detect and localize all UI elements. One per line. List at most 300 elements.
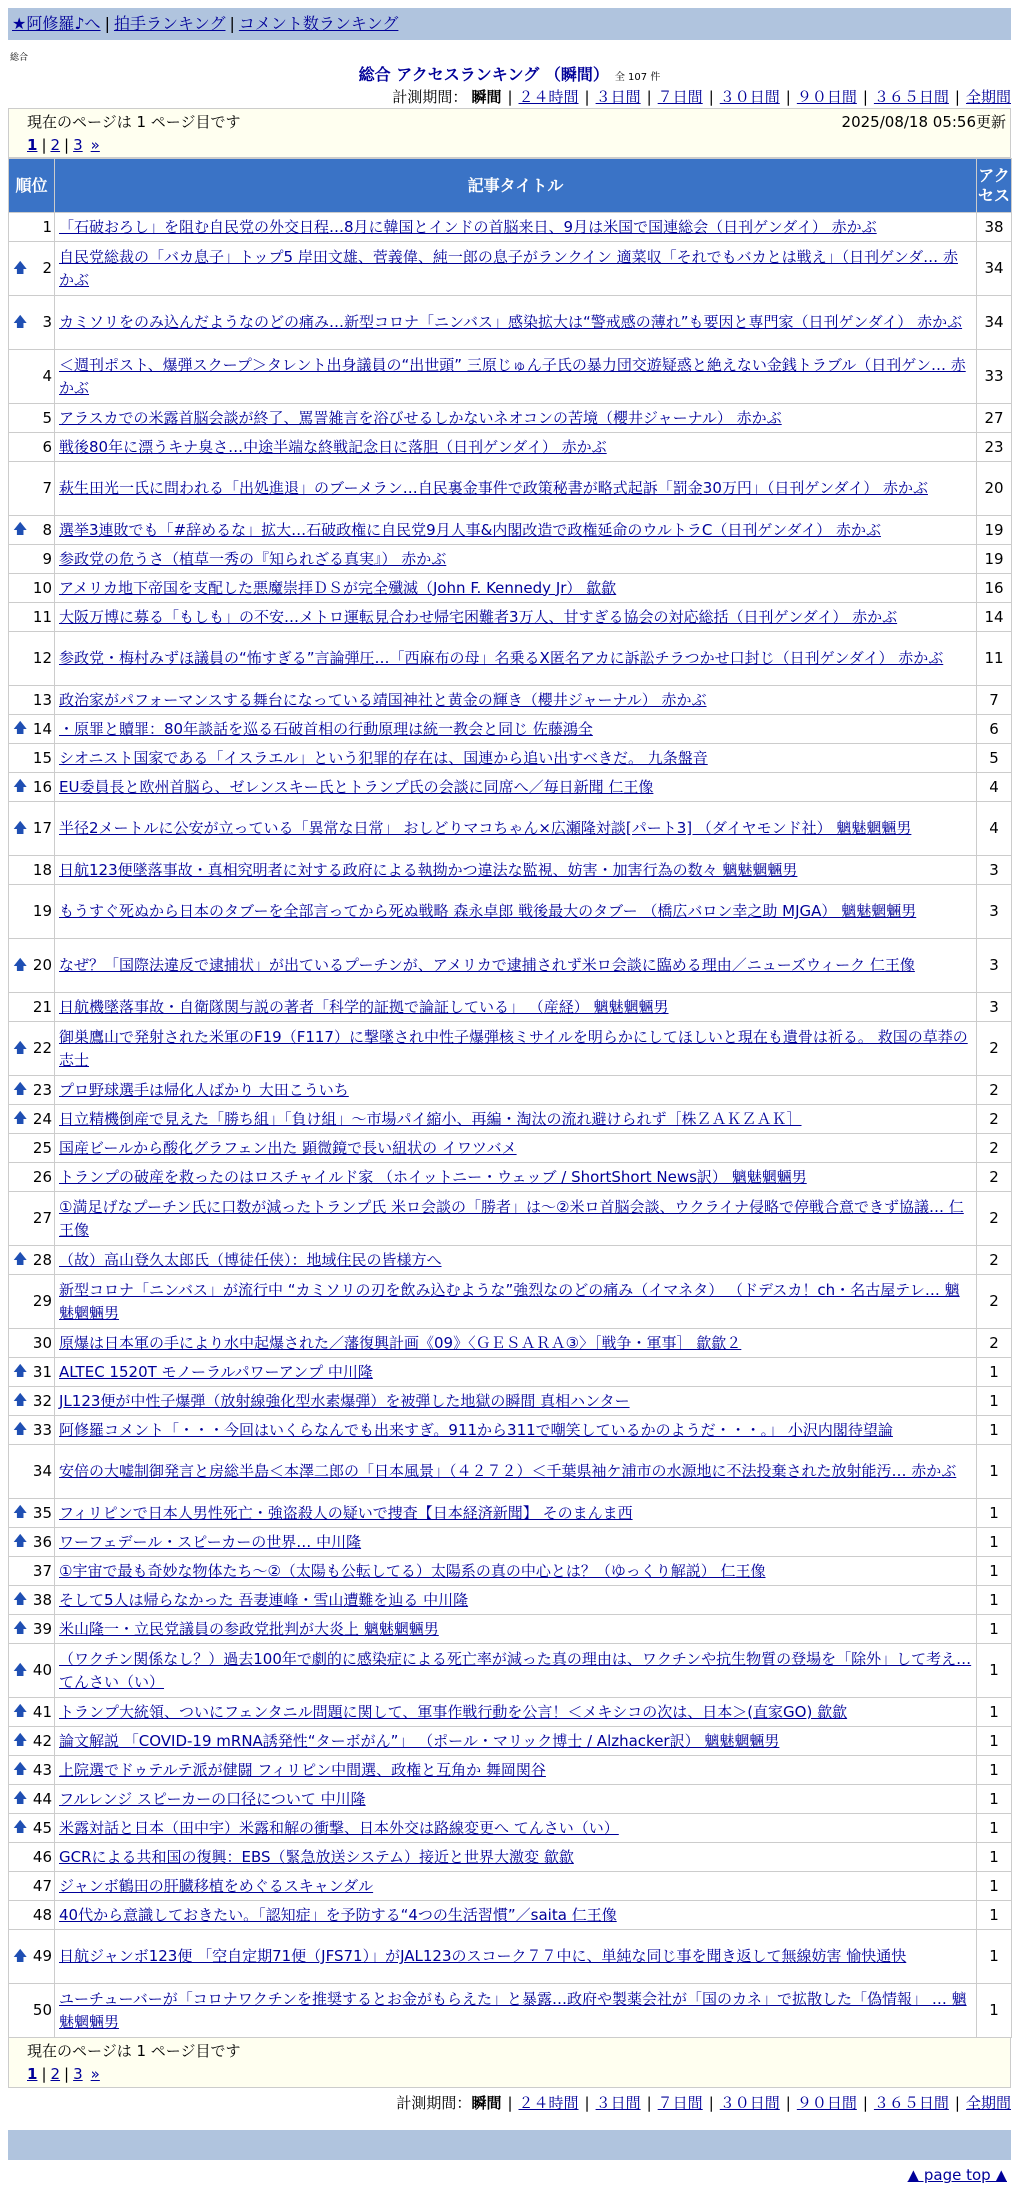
- article-title-link[interactable]: JL123便が中性子爆弾（放射線強化型水素爆弾）を被弾した地獄の瞬間 真相ハンター: [59, 1391, 630, 1410]
- title-cell: [55, 1358, 977, 1387]
- rank-cell: [9, 433, 55, 462]
- article-title-link[interactable]: 半径2メートルに公安が立っている「異常な日常」 おしどりマコちゃん×広瀬隆対談[パート3] （ダイヤモンド社） 魑魅魍魎男: [59, 819, 912, 837]
- access-count: 2: [977, 1134, 1012, 1163]
- access-count: 1: [977, 1785, 1012, 1814]
- title-cell: [55, 1785, 977, 1814]
- table-row: [9, 1785, 1012, 1814]
- rank-number: 32: [32, 1391, 52, 1410]
- article-title-link[interactable]: 米山隆一・立民党議員の参政党批判が大炎上 魑魅魍魎男: [59, 1619, 439, 1638]
- rank-up-arrow-icon: 🡅: [13, 957, 28, 973]
- rank-up-arrow-icon: 🡅: [13, 1948, 28, 1964]
- rank-cell: [9, 213, 55, 242]
- rank-cell: [9, 545, 55, 574]
- rank-number: 8: [42, 520, 52, 539]
- title-cell: [55, 1076, 977, 1105]
- period-label: 計測期間：: [392, 88, 468, 106]
- article-title-link[interactable]: アラスカでの米露首脳会談が終了、罵詈雑言を浴びせるしかないネオコンの苦境（櫻井ジャーナル） 赤かぶ: [59, 408, 782, 427]
- article-title-link[interactable]: 選挙3連敗でも「#辞めるな」拡大…石破政権に自民党9月人事&内閣改造で政権延命のウルトラC（日刊ゲンダイ） 赤かぶ: [59, 520, 881, 539]
- rank-cell: [9, 939, 55, 993]
- table-row: [9, 802, 1012, 856]
- article-title-link[interactable]: 米露対話と日本（田中宇）米露和解の衝撃、日本外交は路線変更へ てんさい（い）: [59, 1818, 619, 1837]
- rank-number: 22: [32, 1039, 52, 1057]
- article-title-link[interactable]: EU委員長と欧州首脳ら、ゼレンスキー氏とトランプ氏の会談に同席へ／毎日新聞 仁王像: [59, 777, 654, 796]
- rank-number: 5: [42, 408, 52, 427]
- rank-cell: [9, 350, 55, 404]
- rank-cell: [9, 1727, 55, 1756]
- article-title-link[interactable]: 原爆は日本軍の手により水中起爆された／藩復興計画《09》〈ＧＥＳＡＲＡ③〉［戦争・軍事］ 歙歙２: [59, 1333, 742, 1352]
- table-row: [9, 213, 1012, 242]
- rank-number: 23: [32, 1080, 52, 1099]
- rank-number: 33: [32, 1420, 52, 1439]
- footer-bar: [8, 2130, 1011, 2160]
- pager-box-bottom: [8, 2038, 1011, 2088]
- table-row: [9, 296, 1012, 350]
- article-title-link[interactable]: 論文解説 「COVID-19 mRNA誘発性“ターボがん”」 （ポール・マリック博士 / Alzhacker訳） 魑魅魍魎男: [59, 1731, 780, 1750]
- rank-up-arrow-icon: 🡅: [13, 1790, 28, 1807]
- rank-up-arrow-icon: 🡅: [13, 1363, 28, 1380]
- title-cell: [55, 1756, 977, 1785]
- period-link[interactable]: ３６５日間: [873, 2094, 949, 2112]
- title-cell: [55, 603, 977, 632]
- article-title-link[interactable]: フィリピンで日本人男性死亡・強盗殺人の疑いで捜査【日本経済新聞】 そのまんま西: [59, 1503, 633, 1522]
- table-row: [9, 1843, 1012, 1872]
- period-link[interactable]: 全期間: [965, 2094, 1011, 2112]
- access-count: 7: [977, 686, 1012, 715]
- article-title-link[interactable]: ユーチューバーが「コロナワクチンを推奨するとお金がもらえた」と暴露…政府や製薬会社が「国のカネ」で拡散した「偽情報」 … 魑魅魍魎男: [59, 1989, 967, 2031]
- table-row: [9, 1387, 1012, 1416]
- rank-number: 1: [42, 217, 52, 236]
- rank-number: 21: [32, 997, 52, 1016]
- access-count: 2: [977, 1329, 1012, 1358]
- article-title-link[interactable]: ワーフェデール・スピーカーの世界… 中川隆: [59, 1532, 362, 1551]
- rank-up-arrow-icon: 🡅: [13, 1703, 28, 1720]
- access-count: 27: [977, 404, 1012, 433]
- rank-number: 35: [32, 1503, 52, 1522]
- article-title-link[interactable]: 「石破おろし」を阻む自民党の外交日程…8月に韓国とインドの首脳来日、9月は米国で国連総会（日刊ゲンダイ） 赤かぶ: [59, 217, 877, 236]
- table-row: [9, 1275, 1012, 1329]
- rank-cell: [9, 1528, 55, 1557]
- access-count: 3: [977, 939, 1012, 993]
- table-row: [9, 462, 1012, 516]
- access-count: 2: [977, 1076, 1012, 1105]
- rank-number: 37: [32, 1561, 52, 1580]
- access-count: 1: [977, 1499, 1012, 1528]
- rank-number: 39: [32, 1619, 52, 1638]
- table-row: [9, 1105, 1012, 1134]
- rank-cell: [9, 1105, 55, 1134]
- table-row: [9, 1246, 1012, 1275]
- rank-number: 9: [42, 549, 52, 568]
- article-title-link[interactable]: 大阪万博に募る「もしも」の不安…メトロ運転見合わせ帰宅困難者3万人、甘すぎる協会の対応総括（日刊ゲンダイ） 赤かぶ: [59, 607, 898, 626]
- rank-cell: [9, 1814, 55, 1843]
- item-count: 全 107 件: [614, 72, 661, 83]
- article-title-link[interactable]: シオニスト国家である「イスラエル」という犯罪的存在は、国連から追い出すべきだ。 九条盤音: [59, 748, 708, 767]
- article-title-link[interactable]: 政治家がパフォーマンスする舞台になっている靖国神社と黄金の輝き（櫻井ジャーナル） 赤かぶ: [59, 690, 707, 709]
- title-cell: [55, 686, 977, 715]
- rank-cell: [9, 603, 55, 632]
- period-link[interactable]: ３０日間: [719, 2094, 780, 2112]
- table-row: [9, 1134, 1012, 1163]
- rank-number: 38: [32, 1590, 52, 1609]
- period-separator: |: [954, 88, 960, 106]
- rank-up-arrow-icon: 🡅: [13, 1110, 28, 1127]
- period-link[interactable]: ３日間: [595, 2094, 641, 2112]
- page-links: [27, 2063, 992, 2085]
- rank-number: 14: [32, 719, 52, 738]
- article-title-link[interactable]: カミソリをのみ込んだようなのどの痛み…新型コロナ「ニンバス」感染拡大は“警戒感の薄れ”も要因と専門家（日刊ゲンダイ） 赤かぶ: [59, 313, 963, 331]
- rank-cell: [9, 1698, 55, 1727]
- title-cell: [55, 1387, 977, 1416]
- title-cell: [55, 1843, 977, 1872]
- access-count: 1: [977, 1814, 1012, 1843]
- page-spacer: [83, 2065, 91, 2083]
- rank-cell: [9, 993, 55, 1022]
- article-title-link[interactable]: 日航機墜落事故・自衛隊関与説の著者「科学的証拠で論証している」 （産経） 魑魅魍魎男: [59, 997, 669, 1016]
- rank-number: 3: [42, 313, 52, 331]
- article-title-link[interactable]: 御巣鷹山で発射された米軍のF19（F117）に撃墜され中性子爆弾核ミサイルを明らかにしてほしいと現在も遺骨は祈る。 救国の草莽の志士: [59, 1027, 968, 1069]
- title-cell: [55, 1814, 977, 1843]
- ranking-table: [8, 158, 1012, 2038]
- rank-number: 45: [32, 1818, 52, 1837]
- rank-up-arrow-icon: 🡅: [13, 1662, 28, 1678]
- access-count: 1: [977, 1445, 1012, 1499]
- article-title-link[interactable]: ①宇宙で最も奇妙な物体たち〜②（太陽も公転してる）太陽系の真の中心とは？（ゆっくり解説） 仁王像: [59, 1561, 766, 1580]
- period-link[interactable]: ７日間: [657, 2094, 703, 2112]
- article-title-link[interactable]: 参政党の危うさ（植草一秀の『知られざる真実』） 赤かぶ: [59, 549, 447, 568]
- table-row: [9, 516, 1012, 545]
- title-cell: [55, 632, 977, 686]
- rank-up-arrow-icon: 🡅: [13, 1533, 28, 1550]
- home-link[interactable]: ★阿修羅♪へ: [12, 14, 101, 33]
- table-row: [9, 1528, 1012, 1557]
- title-cell: [55, 404, 977, 433]
- access-header: アクセス: [977, 159, 1012, 213]
- page-title: [8, 64, 1011, 86]
- article-title-link[interactable]: トランプ大統領、ついにフェンタニル問題に関して、軍事作戦行動を公言！＜メキシコの次は、日本＞(直家GO) 歙歙: [59, 1702, 848, 1721]
- table-row: [9, 773, 1012, 802]
- access-count: 2: [977, 1275, 1012, 1329]
- period-link[interactable]: ２４時間: [518, 88, 579, 106]
- title-cell: [55, 516, 977, 545]
- period-link[interactable]: ７日間: [657, 88, 703, 106]
- rank-cell: [9, 715, 55, 744]
- access-count: 1: [977, 1872, 1012, 1901]
- page-spacer: [83, 136, 91, 154]
- rank-up-arrow-icon: 🡅: [13, 521, 28, 538]
- rank-cell: [9, 1022, 55, 1076]
- article-title-link[interactable]: ALTEC 1520T モノーラルパワーアンプ 中川隆: [59, 1362, 373, 1381]
- article-title-link[interactable]: （ワクチン関係なし？）過去100年で劇的に感染症による死亡率が減った真の理由は、ワクチンや抗生物質の登場を「除外」して考え… てんさい（い）: [59, 1649, 972, 1691]
- table-row: [9, 1984, 1012, 2038]
- access-count: 14: [977, 603, 1012, 632]
- rank-cell: [9, 574, 55, 603]
- title-header: 記事タイトル: [55, 159, 977, 213]
- rank-cell: [9, 686, 55, 715]
- period-link[interactable]: ２４時間: [518, 2094, 579, 2112]
- article-title-link[interactable]: 阿修羅コメント「・・・今回はいくらなんでも出来すぎ。911から311で嘲笑しているかのようだ・・・。」 小沢内閣待望論: [59, 1420, 893, 1439]
- table-row: [9, 1698, 1012, 1727]
- page-link-current[interactable]: 1: [27, 136, 38, 154]
- access-count: 23: [977, 433, 1012, 462]
- rank-number: 10: [32, 578, 52, 597]
- table-row: [9, 545, 1012, 574]
- article-title-link[interactable]: GCRによる共和国の復興：EBS（緊急放送システム）接近と世界大激変 歙歙: [59, 1847, 574, 1866]
- period-separator: |: [708, 88, 714, 106]
- nav-separator: |: [229, 14, 235, 33]
- rank-up-arrow-icon: 🡅: [13, 314, 28, 330]
- page-links: [27, 134, 992, 156]
- access-count: 11: [977, 632, 1012, 686]
- rank-number: 49: [32, 1947, 52, 1965]
- title-cell: [55, 1105, 977, 1134]
- access-count: 19: [977, 545, 1012, 574]
- period-link[interactable]: ３０日間: [719, 88, 780, 106]
- table-row: [9, 1930, 1012, 1984]
- rank-cell: [9, 462, 55, 516]
- rank-number: 13: [32, 690, 52, 709]
- table-row: [9, 885, 1012, 939]
- rank-up-arrow-icon: 🡅: [13, 1620, 28, 1637]
- table-row: [9, 1615, 1012, 1644]
- rank-up-arrow-icon: 🡅: [13, 1732, 28, 1749]
- period-link[interactable]: ９０日間: [796, 88, 857, 106]
- article-title-link[interactable]: 戦後80年に漂うキナ臭さ…中途半端な終戦記念日に落胆（日刊ゲンダイ） 赤かぶ: [59, 437, 607, 456]
- rank-up-arrow-icon: 🡅: [13, 260, 28, 276]
- ranking-rows: [9, 213, 1012, 2038]
- pager-box: [8, 108, 1011, 158]
- rank-cell: [9, 1329, 55, 1358]
- rank-cell: [9, 1984, 55, 2038]
- period-link[interactable]: 全期間: [965, 88, 1011, 106]
- title-cell: [55, 433, 977, 462]
- title-cell: [55, 1644, 977, 1698]
- rank-cell: [9, 802, 55, 856]
- article-title-link[interactable]: ①満足げなプーチン氏に口数が減ったトランプ氏 米ロ会談の「勝者」は～②米ロ首脳会談、ウクライナ侵略で停戦合意できず協議… 仁王像: [59, 1197, 964, 1239]
- article-title-link[interactable]: （故）高山登久太郎氏（博徒任侠）：地域住民の皆様方へ: [59, 1250, 442, 1269]
- table-row: [9, 1644, 1012, 1698]
- article-title-link[interactable]: 自民党総裁の「バカ息子」トップ5 岸田文雄、菅義偉、純一郎の息子がランクイン 適菜収「それでもバカとは戦え」（日刊ゲンダ… 赤かぶ: [59, 247, 958, 289]
- table-row: [9, 1076, 1012, 1105]
- rank-number: 36: [32, 1532, 52, 1551]
- table-row: [9, 603, 1012, 632]
- page-separator: |: [41, 136, 47, 154]
- access-count: 2: [977, 1246, 1012, 1275]
- access-count: 1: [977, 1901, 1012, 1930]
- article-title-link[interactable]: ＜週刊ポスト、爆弾スクープ＞タレント出身議員の“出世頭” 三原じゅん子氏の暴力団交遊疑惑と絶えない金銭トラブル（日刊ゲン… 赤かぶ: [59, 355, 966, 397]
- title-cell: [55, 939, 977, 993]
- period-selector-bottom: [8, 2088, 1011, 2118]
- rank-cell: [9, 1843, 55, 1872]
- article-title-link[interactable]: なぜ？「国際法違反で逮捕状」が出ているプーチンが、アメリカで逮捕されず米ロ会談に臨める理由／ニューズウィーク 仁王像: [59, 956, 915, 974]
- updated-timestamp: 2025/08/18 05:56更新: [841, 113, 1006, 131]
- title-cell: [55, 1528, 977, 1557]
- article-title-link[interactable]: そして5人は帰らなかった 吾妻連峰・雪山遭難を辿る 中川隆: [59, 1590, 469, 1609]
- title-cell: [55, 545, 977, 574]
- page-link[interactable]: 2: [50, 136, 61, 154]
- access-count: 3: [977, 993, 1012, 1022]
- rank-cell: [9, 1785, 55, 1814]
- rank-cell: [9, 1192, 55, 1246]
- title-cell: [55, 885, 977, 939]
- article-title-link[interactable]: アメリカ地下帝国を支配した悪魔崇拝ＤＳが完全殲滅（John F. Kennedy Jr） 歙歙: [59, 578, 617, 597]
- title-cell: [55, 993, 977, 1022]
- title-cell: [55, 1698, 977, 1727]
- rank-cell: [9, 1557, 55, 1586]
- period-link[interactable]: ９０日間: [796, 2094, 857, 2112]
- rank-cell: [9, 404, 55, 433]
- table-row: [9, 939, 1012, 993]
- rank-cell: [9, 773, 55, 802]
- rank-cell: [9, 1445, 55, 1499]
- table-row: [9, 1192, 1012, 1246]
- rank-number: 19: [32, 902, 52, 920]
- article-title-link[interactable]: ・原罪と贖罪：80年談話を巡る石破首相の行動原理は統一教会と同じ 佐藤鴻全: [59, 719, 593, 738]
- clap-ranking-link[interactable]: 拍手ランキング: [113, 14, 226, 33]
- article-title-link[interactable]: トランプの破産を救ったのはロスチャイルド家 （ホイットニー・ウェッブ / ShortShort News訳） 魑魅魍魎男: [59, 1167, 807, 1186]
- period-separator: |: [785, 2094, 791, 2112]
- page-link[interactable]: »: [90, 2065, 100, 2083]
- access-count: 1: [977, 1615, 1012, 1644]
- rank-number: 4: [42, 367, 52, 385]
- article-title-link[interactable]: 萩生田光一氏に問われる「出処進退」のブーメラン…自民裏金事件で政策秘書が略式起訴「罰金30万円」（日刊ゲンダイ） 赤かぶ: [59, 479, 928, 497]
- article-title-link[interactable]: フルレンジ スピーカーの口径について 中川隆: [59, 1789, 366, 1808]
- period-current: 瞬間: [471, 88, 502, 106]
- table-row: [9, 1329, 1012, 1358]
- title-cell: [55, 1246, 977, 1275]
- access-count: 4: [977, 802, 1012, 856]
- article-title-link[interactable]: ジャンボ鶴田の肝臓移植をめぐるスキャンダル: [59, 1876, 374, 1895]
- rank-number: 17: [32, 819, 52, 837]
- rank-cell: [9, 1615, 55, 1644]
- article-title-link[interactable]: 日立精機倒産で見えた「勝ち組」「負け組」～市場パイ縮小、再編・淘汰の流れ避けられず［株ＺＡＫＺＡＫ］: [59, 1109, 802, 1128]
- access-count: 2: [977, 1163, 1012, 1192]
- page-link[interactable]: 3: [73, 2065, 83, 2083]
- comment-ranking-link[interactable]: コメント数ランキング: [238, 14, 399, 33]
- article-title-link[interactable]: 日航123便墜落事故・真相究明者に対する政府による執拗かつ違法な監視、妨害・加害行為の数々 魑魅魍魎男: [59, 860, 798, 879]
- access-count: 1: [977, 1984, 1012, 2038]
- access-count: 1: [977, 1586, 1012, 1615]
- article-title-link[interactable]: 新型コロナ「ニンバス」が流行中 “カミソリの刃を飲み込むような”強烈なのどの痛み（イマネタ） （ドデスカ！ch・名古屋テレ… 魑魅魍魎男: [59, 1280, 960, 1322]
- page-link[interactable]: »: [90, 136, 100, 154]
- period-separator: |: [862, 88, 868, 106]
- rank-cell: [9, 296, 55, 350]
- rank-up-arrow-icon: 🡅: [13, 1040, 28, 1056]
- access-count: 4: [977, 773, 1012, 802]
- article-title-link[interactable]: 日航ジャンボ123便 「空自定期71便（JFS71）」がJAL123のスコーク７７中に、単純な同じ事を聞き返して無線妨害 愉快通快: [59, 1947, 907, 1965]
- table-row: [9, 1872, 1012, 1901]
- current-page-text: 現在のページは 1 ページ目です: [27, 113, 241, 131]
- rank-number: 11: [32, 607, 52, 626]
- access-count: 1: [977, 1528, 1012, 1557]
- rank-up-arrow-icon: 🡅: [13, 1251, 28, 1268]
- title-cell: [55, 1163, 977, 1192]
- ranking-title: 総合 アクセスランキング （瞬間）: [358, 65, 609, 84]
- rank-up-arrow-icon: 🡅: [13, 1504, 28, 1521]
- rank-cell: [9, 1644, 55, 1698]
- rank-number: 7: [42, 479, 52, 497]
- title-cell: [55, 1872, 977, 1901]
- page-separator: |: [64, 136, 70, 154]
- article-title-link[interactable]: 安倍の大嘘制御発言と房総半島＜本澤二郎の「日本風景」（４２７２）＜千葉県袖ケ浦市の水源地に不法投棄された放射能汚… 赤かぶ: [59, 1462, 957, 1480]
- title-cell: [55, 1727, 977, 1756]
- access-count: 1: [977, 1843, 1012, 1872]
- access-count: 3: [977, 856, 1012, 885]
- rank-number: 6: [42, 437, 52, 456]
- rank-cell: [9, 1076, 55, 1105]
- period-separator: |: [584, 2094, 590, 2112]
- access-count: 1: [977, 1416, 1012, 1445]
- article-title-link[interactable]: 40代から意識しておきたい。「認知症」を予防する“4つの生活習慣”／saita 仁王像: [59, 1905, 617, 1924]
- rank-cell: [9, 1358, 55, 1387]
- rank-cell: [9, 744, 55, 773]
- title-cell: [55, 715, 977, 744]
- title-cell: [55, 1930, 977, 1984]
- period-link[interactable]: ３日間: [595, 88, 641, 106]
- page-separator: |: [64, 2065, 70, 2083]
- article-title-link[interactable]: 参政党・梅村みずほ議員の“怖すぎる”言論弾圧…「西麻布の母」名乗るX匿名アカに訴訟チラつかせ口封じ（日刊ゲンダイ） 赤かぶ: [59, 649, 944, 667]
- period-selector: [8, 86, 1011, 108]
- rank-number: 48: [32, 1905, 52, 1924]
- article-title-link[interactable]: プロ野球選手は帰化人ばかり 大田こういち: [59, 1080, 349, 1099]
- access-count: 20: [977, 462, 1012, 516]
- period-separator: |: [954, 2094, 960, 2112]
- rank-number: 18: [32, 860, 52, 879]
- nav-separator: |: [104, 14, 110, 33]
- access-count: 33: [977, 350, 1012, 404]
- rank-number: 26: [32, 1167, 52, 1186]
- access-count: 38: [977, 213, 1012, 242]
- period-separator: |: [646, 2094, 652, 2112]
- table-row: [9, 1022, 1012, 1076]
- table-row: [9, 242, 1012, 296]
- rank-number: 28: [32, 1250, 52, 1269]
- page-top-link[interactable]: ▲ page top ▲: [907, 2166, 1007, 2184]
- rank-number: 20: [32, 956, 52, 974]
- title-cell: [55, 773, 977, 802]
- rank-number: 29: [32, 1292, 52, 1310]
- access-count: 1: [977, 1387, 1012, 1416]
- page-link[interactable]: 2: [50, 2065, 61, 2083]
- rank-cell: [9, 1586, 55, 1615]
- rank-up-arrow-icon: 🡅: [13, 1819, 28, 1836]
- rank-number: 24: [32, 1109, 52, 1128]
- access-count: 2: [977, 1022, 1012, 1076]
- title-cell: [55, 1499, 977, 1528]
- page-link-current[interactable]: 1: [27, 2065, 38, 2083]
- rank-cell: [9, 1246, 55, 1275]
- rank-number: 40: [32, 1661, 52, 1679]
- period-link[interactable]: ３６５日間: [873, 88, 949, 106]
- access-count: 6: [977, 715, 1012, 744]
- title-cell: [55, 1557, 977, 1586]
- rank-cell: [9, 1756, 55, 1785]
- title-cell: [55, 1445, 977, 1499]
- access-count: 19: [977, 516, 1012, 545]
- access-count: 1: [977, 1756, 1012, 1785]
- article-title-link[interactable]: 国産ビールから酸化グラフェン出た 顕微鏡で長い紐状の イワツバメ: [59, 1138, 517, 1157]
- article-title-link[interactable]: 上院選でドゥテルテ派が健闘 フィリピン中間選、政権と互角か 舞岡関谷: [59, 1760, 546, 1779]
- rank-up-arrow-icon: 🡅: [13, 778, 28, 795]
- rank-cell: [9, 856, 55, 885]
- title-cell: [55, 1615, 977, 1644]
- title-cell: [55, 1275, 977, 1329]
- access-count: 1: [977, 1557, 1012, 1586]
- rank-cell: [9, 1416, 55, 1445]
- page-link[interactable]: 3: [73, 136, 83, 154]
- rank-up-arrow-icon: 🡅: [13, 1081, 28, 1098]
- article-title-link[interactable]: もうすぐ死ぬから日本のタブーを全部言ってから死ぬ戦略 森永卓郎 戦後最大のタブー （橋広バロン幸之助 MJGA） 魑魅魍魎男: [59, 902, 917, 920]
- rank-up-arrow-icon: 🡅: [13, 1591, 28, 1608]
